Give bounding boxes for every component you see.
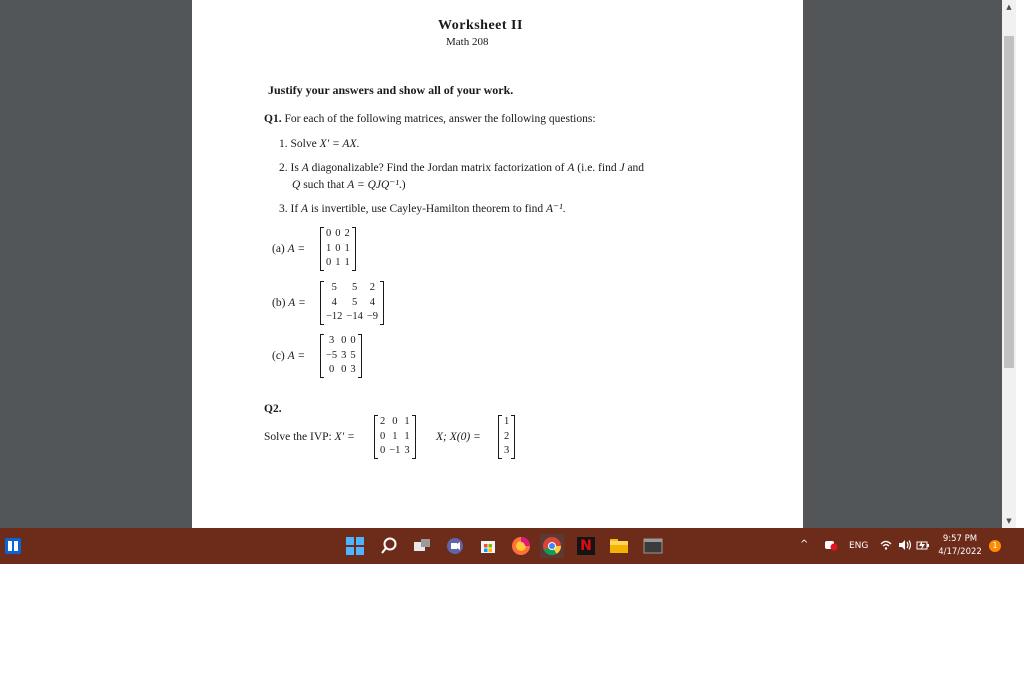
course-name: Math 208	[446, 36, 489, 48]
volume-icon[interactable]	[898, 539, 912, 554]
item-math: J	[619, 162, 625, 174]
part-label: (c)	[272, 350, 285, 362]
scroll-down-arrow-icon[interactable]: ▼	[1006, 517, 1012, 525]
right-bracket	[511, 415, 515, 459]
vector-cell: 2	[504, 430, 510, 442]
scroll-up-arrow-icon[interactable]: ▲	[1006, 3, 1012, 11]
netflix-icon[interactable]	[574, 534, 598, 558]
instructions: Justify your answers and show all of your work.	[268, 83, 514, 97]
item-text: such that	[300, 179, 348, 191]
right-bracket	[352, 227, 356, 271]
matrix-cell: 2	[380, 416, 386, 427]
matrix-cell: 1	[404, 430, 410, 442]
item-number: 3.	[279, 203, 288, 215]
right-bracket	[380, 281, 384, 325]
part-label: (b)	[272, 297, 286, 309]
wifi-icon[interactable]	[880, 539, 892, 554]
matrix-cell: 0	[341, 364, 347, 375]
microsoft-store-icon[interactable]	[476, 534, 500, 558]
item-text: (i.e. find	[574, 162, 620, 174]
matrix-cell: 3	[350, 364, 356, 375]
q1-heading	[264, 113, 596, 125]
item-math: A	[567, 162, 575, 174]
matrix-cell: 2	[369, 282, 376, 293]
q1-item-2	[279, 162, 644, 174]
matrix-lhs: A =	[287, 350, 306, 362]
matrix-cell: 0	[341, 335, 347, 346]
q2-matrix	[374, 415, 416, 459]
window-edge	[1016, 0, 1024, 528]
right-bracket	[358, 334, 362, 378]
item-text: diagonalizable? Find the Jordan matrix factorization of	[308, 162, 568, 174]
matrix-b-label	[272, 297, 306, 309]
item-math: Q	[292, 179, 301, 191]
notification-badge[interactable]: 1	[989, 540, 1001, 552]
item-text: If	[290, 203, 302, 215]
matrix-cell: 1	[335, 257, 341, 268]
clock-time: 9:57 PM	[942, 534, 978, 544]
q1-intro: For each of the following matrices, answer the following questions:	[284, 113, 596, 125]
matrix-cell: 0	[326, 228, 332, 239]
item-text: Is	[290, 162, 302, 174]
battery-charging-icon[interactable]	[916, 539, 930, 554]
q2-initial-vector	[498, 415, 515, 459]
matrix-cell: 1	[344, 242, 350, 254]
matrix-b-grid	[324, 281, 380, 325]
netflix-letter: N	[577, 537, 595, 555]
q1-item-3	[279, 201, 565, 215]
item-number: 1.	[279, 138, 288, 150]
meet-now-icon[interactable]	[824, 539, 838, 554]
matrix-cell: 0	[392, 416, 398, 427]
matrix-cell: 4	[331, 296, 337, 308]
item-text: is invertible, use Cayley-Hamilton theorem to find	[308, 203, 547, 215]
item-math: A	[301, 162, 309, 174]
matrix-c-grid	[324, 334, 358, 378]
matrix-cell: 3	[341, 349, 347, 361]
matrix-cell: 1	[404, 416, 410, 427]
q1-item-1	[279, 138, 359, 150]
matrix-cell: 5	[352, 282, 358, 293]
matrix-cell: 0	[328, 364, 335, 375]
system-clock[interactable]	[934, 533, 986, 559]
search-icon[interactable]	[377, 534, 401, 558]
q2-vector-grid	[502, 415, 511, 459]
matrix-cell: 5	[350, 349, 356, 361]
item-text: Solve	[290, 138, 320, 150]
language-indicator[interactable]: ENG	[849, 541, 869, 551]
right-bracket	[412, 415, 416, 459]
vertical-scrollbar[interactable]	[1002, 0, 1016, 528]
matrix-a-grid	[324, 227, 352, 271]
item-math: A⁻¹	[546, 203, 563, 215]
show-hidden-icons-chevron-icon[interactable]: ^	[800, 539, 809, 550]
matrix-cell: 1	[326, 242, 332, 254]
matrix-a	[320, 227, 356, 271]
matrix-cell: 0	[350, 335, 356, 346]
matrix-cell: −5	[326, 349, 338, 361]
q2-initial-condition	[436, 431, 481, 443]
matrix-lhs: A =	[287, 243, 306, 255]
vector-cell: 3	[504, 445, 510, 456]
q2-text	[264, 431, 355, 443]
task-view-icon[interactable]	[410, 534, 434, 558]
item-number: 2.	[279, 162, 288, 174]
matrix-lhs: A =	[288, 297, 306, 309]
q2-mid: X; X(0) =	[436, 431, 481, 443]
matrix-cell: 0	[380, 430, 386, 442]
matrix-cell: 3	[404, 445, 410, 456]
matrix-b	[320, 281, 384, 325]
matrix-cell: 4	[369, 296, 376, 308]
item-text: .)	[398, 179, 406, 191]
matrix-cell: −12	[326, 311, 343, 322]
teams-chat-icon[interactable]	[443, 534, 467, 558]
matrix-cell: 5	[352, 296, 358, 308]
matrix-cell: 0	[380, 445, 386, 456]
item-text: and	[624, 162, 645, 174]
q1-label: Q1.	[264, 113, 282, 125]
item-text-end: .	[356, 138, 360, 150]
item-math: X′ = AX	[319, 138, 357, 150]
page-title: Worksheet II	[438, 18, 523, 33]
matrix-cell: 1	[392, 430, 398, 442]
file-explorer-icon[interactable]	[607, 534, 631, 558]
matrix-cell: −1	[389, 445, 401, 456]
q2-prefix: Solve the IVP:	[264, 431, 335, 443]
clock-date: 4/17/2022	[938, 547, 982, 557]
vector-cell: 1	[504, 416, 510, 427]
pinned-app-icon[interactable]	[5, 538, 21, 554]
q2-label: Q2.	[264, 403, 282, 415]
matrix-a-label	[272, 243, 305, 255]
matrix-cell: 2	[344, 228, 350, 239]
part-label: (a)	[272, 243, 285, 255]
matrix-cell: −9	[366, 311, 379, 322]
matrix-cell: −14	[346, 311, 363, 322]
matrix-cell: 0	[335, 228, 341, 239]
terminal-icon[interactable]	[641, 534, 665, 558]
matrix-cell: 0	[335, 242, 341, 254]
firefox-icon[interactable]	[509, 534, 533, 558]
scroll-thumb[interactable]	[1004, 36, 1014, 368]
q1-item-2-line2	[292, 177, 406, 191]
matrix-cell: 5	[331, 282, 337, 293]
windows-start-icon[interactable]	[343, 534, 367, 558]
matrix-cell: 0	[326, 257, 332, 268]
item-math: A = QJQ⁻¹	[347, 179, 399, 191]
q2-matrix-grid	[378, 415, 412, 459]
item-text: .	[562, 203, 566, 215]
document-page	[192, 0, 803, 528]
matrix-c-label	[272, 350, 305, 362]
matrix-cell: 1	[344, 257, 350, 268]
matrix-cell: 3	[328, 335, 335, 346]
matrix-c	[320, 334, 362, 378]
q2-lhs: X′ =	[334, 431, 355, 443]
chrome-icon[interactable]	[540, 534, 564, 558]
taskbar	[0, 528, 1024, 564]
item-math: A	[301, 203, 309, 215]
